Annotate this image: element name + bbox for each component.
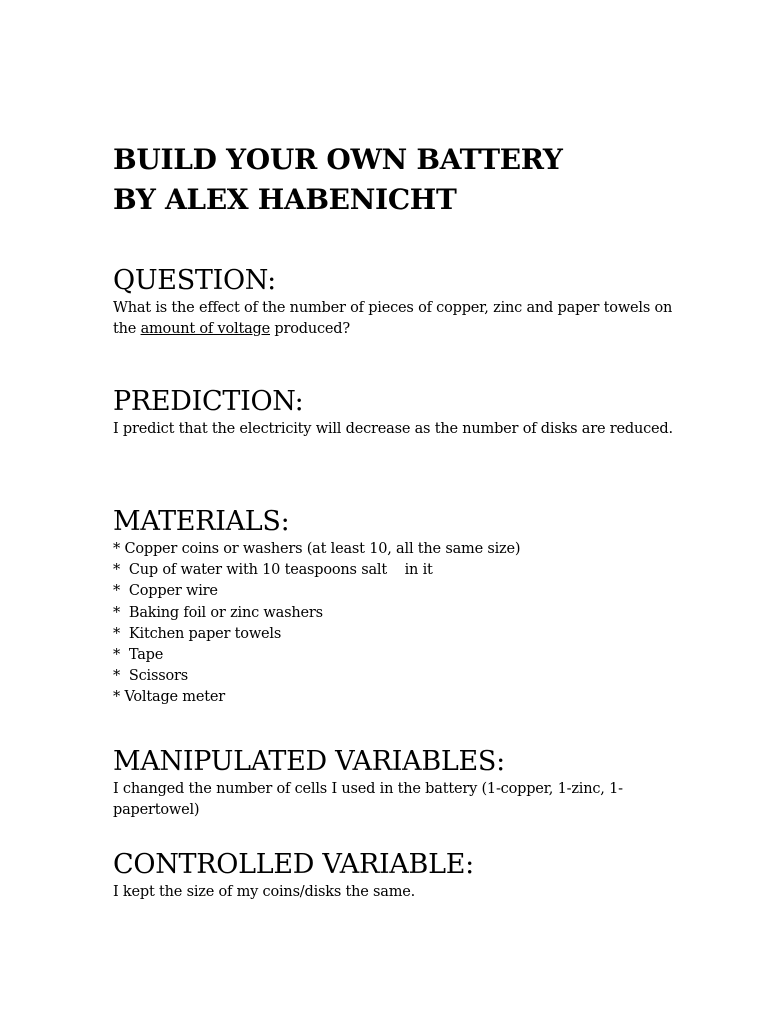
list-item: * Copper coins or washers (at least 10, all the same size) [113, 541, 521, 557]
document-title [113, 140, 713, 220]
controlled-variable-heading: CONTROLLED VARIABLE: [113, 849, 474, 880]
list-item: * Kitchen paper towels [113, 625, 282, 642]
materials-list [113, 539, 673, 709]
list-item: * Tape [113, 647, 164, 664]
list-item: * Scissors [113, 668, 188, 685]
prediction-section [113, 385, 673, 440]
prediction-heading: PREDICTION: [113, 386, 304, 417]
prediction-text: I predict that the electricity will decrease as the number of disks are reduced. [113, 421, 673, 437]
manipulated-variables-heading: MANIPULATED VARIABLES: [113, 746, 505, 777]
title-line-2: BY ALEX HABENICHT [113, 183, 457, 216]
list-item: * Copper wire [113, 583, 218, 600]
question-text-start: What is the effect of the number of pieces of copper, zinc and paper towels on the [113, 300, 673, 337]
question-underlined-phrase: amount of voltage [140, 321, 270, 337]
materials-section [113, 505, 673, 709]
question-heading: QUESTION: [113, 265, 276, 296]
controlled-variable-text: I kept the size of my coins/disks the same. [113, 884, 416, 900]
list-item: * Cup of water with 10 teaspoons salt in it [113, 562, 433, 579]
question-text-end: produced? [270, 321, 350, 337]
manipulated-variables-section [113, 745, 673, 821]
list-item: * Baking foil or zinc washers [113, 604, 323, 621]
title-line-1: BUILD YOUR OWN BATTERY [113, 143, 563, 176]
list-item: * Voltage meter [113, 689, 225, 706]
question-text [113, 298, 673, 340]
controlled-variable-section [113, 848, 673, 903]
manipulated-variables-text: I changed the number of cells I used in the battery (1-copper, 1-zinc, 1-papertowel) [113, 781, 623, 818]
materials-heading: MATERIALS: [113, 506, 290, 537]
question-section [113, 264, 673, 340]
